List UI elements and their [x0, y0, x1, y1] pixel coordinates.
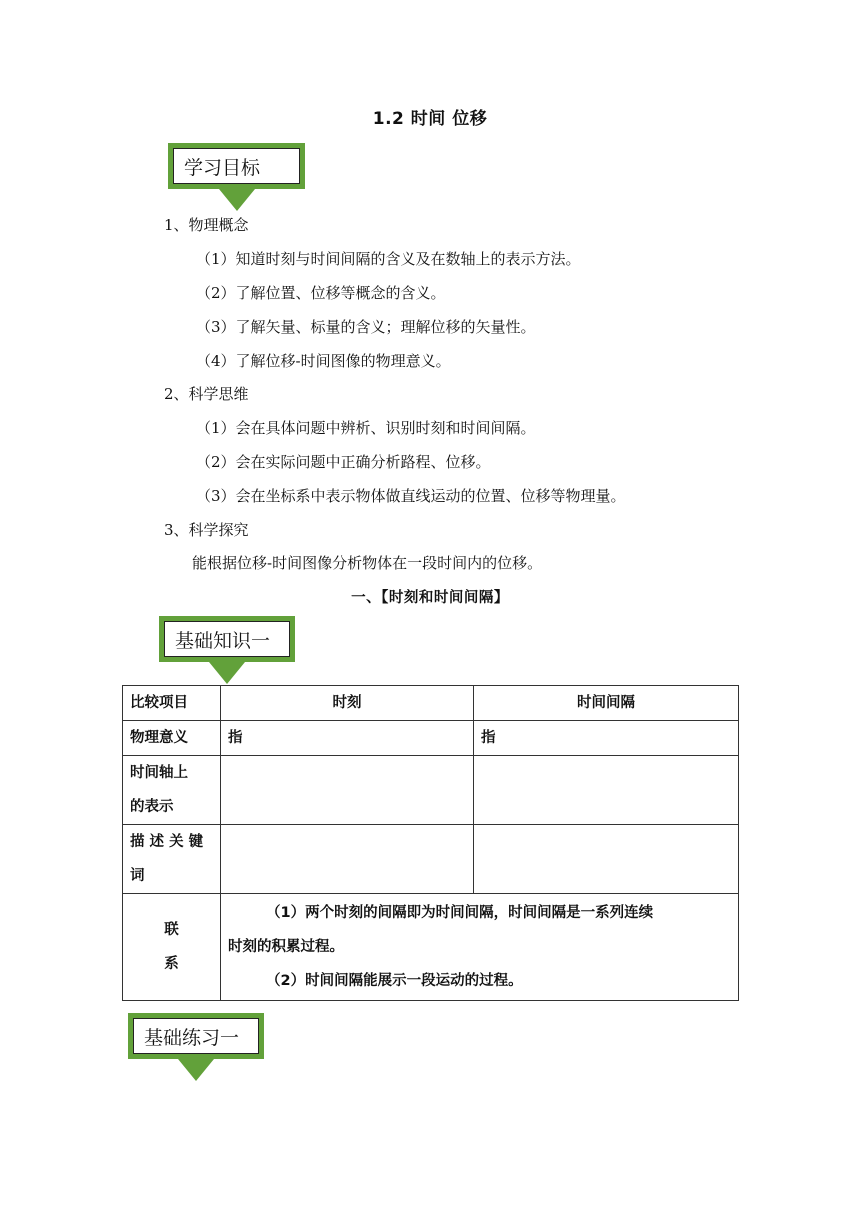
- practice-arrow-icon: [178, 1059, 214, 1081]
- table-header-row: [123, 686, 739, 721]
- table-row: [123, 756, 739, 825]
- table-cell: 指: [221, 721, 474, 756]
- row-label-line: 系: [164, 956, 179, 972]
- objective-item: （3）了解矢量、标量的含义；理解位移的矢量性。: [196, 318, 536, 336]
- comparison-table: [122, 685, 739, 1001]
- objective-item: （4）了解位移-时间图像的物理意义。: [196, 352, 451, 370]
- knowledge-arrow-icon: [209, 662, 245, 684]
- objective-heading-1: 1、物理概念: [164, 216, 249, 234]
- practice-label: 基础练习一: [133, 1018, 259, 1054]
- row-label: 物理意义: [123, 721, 221, 756]
- relation-line: （1）两个时刻的间隔即为时间间隔，时间间隔是一系列连续: [266, 905, 654, 921]
- table-row: [123, 721, 739, 756]
- section-title: 一、【时刻和时间间隔】: [351, 590, 509, 606]
- objective-item: （2）了解位置、位移等概念的含义。: [196, 284, 446, 302]
- table-row: [123, 825, 739, 894]
- practice-label-box: [128, 1013, 264, 1059]
- objective-item: （3）会在坐标系中表示物体做直线运动的位置、位移等物理量。: [196, 487, 626, 505]
- table-cell: [474, 825, 739, 894]
- goals-arrow-icon: [219, 189, 255, 211]
- relation-line: 时刻的积累过程。: [228, 939, 344, 955]
- table-header: 时刻: [221, 686, 474, 721]
- table-row-relation: [123, 894, 739, 1001]
- row-label: [123, 825, 221, 894]
- objective-item: （1）会在具体问题中辨析、识别时刻和时间间隔。: [196, 419, 536, 437]
- objective-item: （1）知道时刻与时间间隔的含义及在数轴上的表示方法。: [196, 250, 581, 268]
- row-label-line: 联: [164, 922, 179, 938]
- row-label-line: 时间轴上: [130, 765, 188, 781]
- goals-label: 学习目标: [173, 148, 300, 184]
- knowledge-label: 基础知识一: [164, 621, 290, 657]
- relation-cell: [221, 894, 739, 1001]
- goals-label-box: [168, 143, 305, 189]
- table-cell: 指: [474, 721, 739, 756]
- page-title: 1.2 时间 位移: [372, 109, 488, 129]
- table-header: 比较项目: [123, 686, 221, 721]
- row-label-line: 的表示: [130, 799, 174, 815]
- row-label-line: 描 述 关 键: [130, 834, 204, 850]
- objective-heading-2: 2、科学思维: [164, 385, 249, 403]
- table-cell: [221, 756, 474, 825]
- row-label: [123, 756, 221, 825]
- table-cell: [221, 825, 474, 894]
- objective-item: 能根据位移-时间图像分析物体在一段时间内的位移。: [192, 554, 543, 572]
- relation-line: （2）时间间隔能展示一段运动的过程。: [266, 973, 523, 989]
- row-label: [123, 894, 221, 1001]
- table-cell: [474, 756, 739, 825]
- objective-item: （2）会在实际问题中正确分析路程、位移。: [196, 453, 491, 471]
- knowledge-label-box: [159, 616, 295, 662]
- table-header: 时间间隔: [474, 686, 739, 721]
- row-label-line: 词: [130, 868, 145, 884]
- objective-heading-3: 3、科学探究: [164, 521, 249, 539]
